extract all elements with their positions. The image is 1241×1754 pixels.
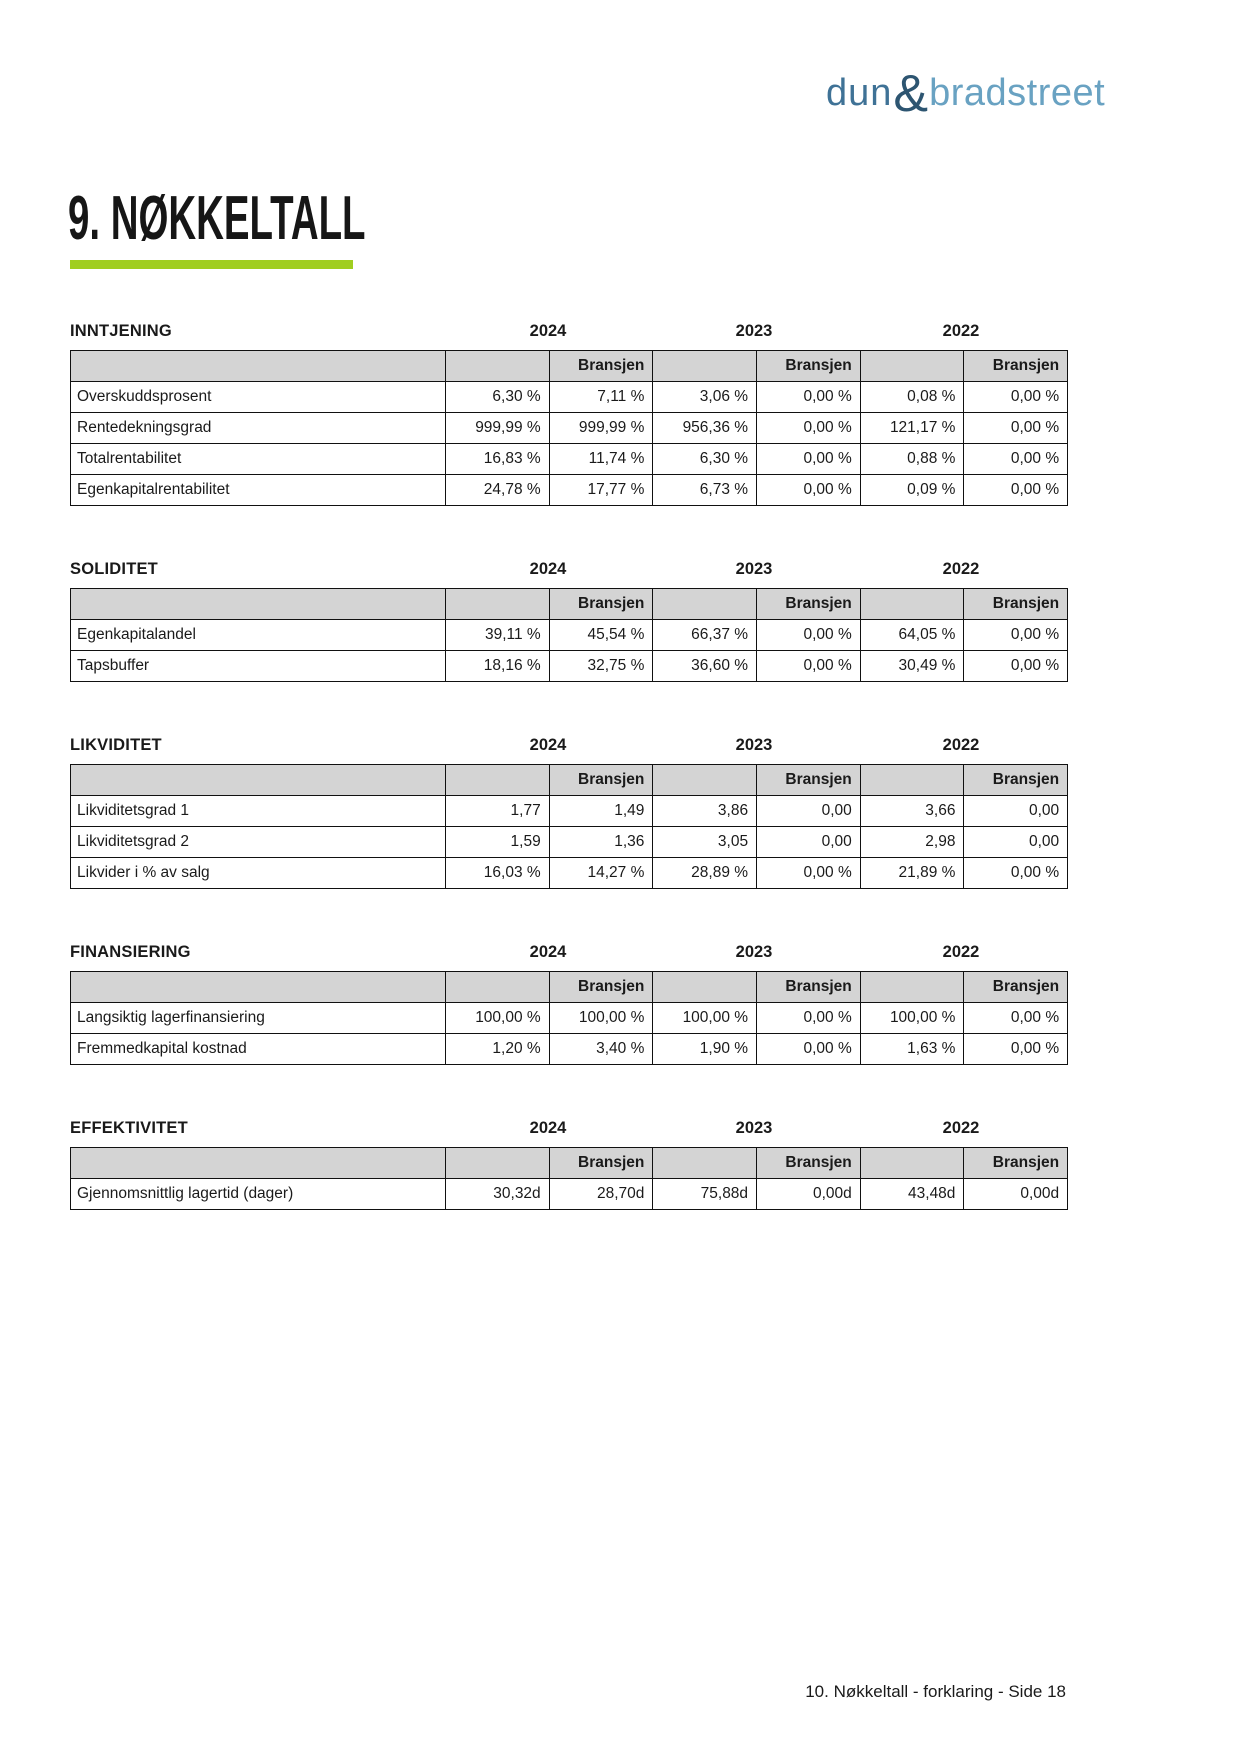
- row-value: 2,98: [860, 827, 964, 858]
- row-value: 0,00 %: [757, 382, 861, 413]
- row-value: 0,00d: [964, 1179, 1068, 1210]
- row-label: Likvider i % av salg: [71, 858, 446, 889]
- key-figures-table-finansiering: [70, 971, 1068, 1065]
- year-label-2024: 2024: [529, 736, 567, 754]
- logo-text-bradstreet: bradstreet: [929, 72, 1106, 114]
- row-value: 39,11 %: [446, 620, 550, 651]
- row-value: 16,83 %: [446, 444, 550, 475]
- row-value: 17,77 %: [549, 475, 653, 506]
- row-value: 24,78 %: [446, 475, 550, 506]
- row-label: Likviditetsgrad 2: [71, 827, 446, 858]
- row-value: 64,05 %: [860, 620, 964, 651]
- row-value: 3,86: [653, 796, 757, 827]
- industry-header-empty-cell: [653, 589, 757, 620]
- row-label: Overskuddsprosent: [71, 382, 446, 413]
- industry-header-label-2023: Bransjen: [757, 351, 861, 382]
- section-title: EFFEKTIVITET: [70, 1119, 188, 1137]
- row-value: 0,00 %: [757, 620, 861, 651]
- table-row: [71, 413, 1068, 444]
- year-label-2024: 2024: [529, 943, 567, 961]
- industry-header-empty-cell: [860, 351, 964, 382]
- row-value: 100,00 %: [653, 1003, 757, 1034]
- industry-header-empty-cell: [71, 1148, 446, 1179]
- industry-header-empty-cell: [653, 972, 757, 1003]
- row-value: 0,00 %: [964, 475, 1068, 506]
- row-value: 30,32d: [446, 1179, 550, 1210]
- year-label-2023: 2023: [735, 322, 773, 340]
- table-row: [71, 827, 1068, 858]
- row-value: 21,89 %: [860, 858, 964, 889]
- industry-header-label-2024: Bransjen: [549, 972, 653, 1003]
- table-row: [71, 796, 1068, 827]
- row-label: Totalrentabilitet: [71, 444, 446, 475]
- key-figures-table-soliditet: [70, 588, 1068, 682]
- row-value: 0,00: [964, 827, 1068, 858]
- row-value: 999,99 %: [549, 413, 653, 444]
- row-value: 0,09 %: [860, 475, 964, 506]
- industry-header-empty-cell: [446, 765, 550, 796]
- industry-header-empty-cell: [653, 1148, 757, 1179]
- row-label: Langsiktig lagerfinansiering: [71, 1003, 446, 1034]
- row-value: 100,00 %: [549, 1003, 653, 1034]
- row-value: 28,70d: [549, 1179, 653, 1210]
- row-value: 0,00 %: [964, 651, 1068, 682]
- row-label: Egenkapitalrentabilitet: [71, 475, 446, 506]
- row-value: 0,00 %: [964, 1003, 1068, 1034]
- row-value: 1,49: [549, 796, 653, 827]
- row-value: 6,30 %: [446, 382, 550, 413]
- row-label: Rentedekningsgrad: [71, 413, 446, 444]
- industry-header-empty-cell: [446, 1148, 550, 1179]
- table-row: [71, 858, 1068, 889]
- row-value: 6,30 %: [653, 444, 757, 475]
- row-value: 999,99 %: [446, 413, 550, 444]
- industry-header-empty-cell: [71, 589, 446, 620]
- section-finansiering: [70, 943, 1067, 1065]
- row-value: 3,05: [653, 827, 757, 858]
- row-value: 0,00 %: [757, 1034, 861, 1065]
- row-value: 1,20 %: [446, 1034, 550, 1065]
- industry-header-row: [71, 765, 1068, 796]
- row-value: 16,03 %: [446, 858, 550, 889]
- row-value: 6,73 %: [653, 475, 757, 506]
- row-label: Gjennomsnittlig lagertid (dager): [71, 1179, 446, 1210]
- section-header-soliditet: [70, 560, 1067, 588]
- year-label-2022: 2022: [942, 736, 980, 754]
- row-value: 0,00 %: [964, 858, 1068, 889]
- industry-header-label-2023: Bransjen: [757, 765, 861, 796]
- dun-and-bradstreet-logo: dun & bradstreet: [826, 65, 1106, 123]
- row-value: 0,00 %: [964, 620, 1068, 651]
- row-label: Tapsbuffer: [71, 651, 446, 682]
- row-value: 66,37 %: [653, 620, 757, 651]
- year-label-2022: 2022: [942, 560, 980, 578]
- page-footer: 10. Nøkkeltall - forklaring - Side 18: [805, 1682, 1066, 1701]
- row-value: 32,75 %: [549, 651, 653, 682]
- year-label-2023: 2023: [735, 736, 773, 754]
- row-label: Likviditetsgrad 1: [71, 796, 446, 827]
- section-title: SOLIDITET: [70, 560, 158, 578]
- row-value: 28,89 %: [653, 858, 757, 889]
- sections: [70, 322, 1067, 1264]
- industry-header-row: [71, 972, 1068, 1003]
- row-value: 1,63 %: [860, 1034, 964, 1065]
- table-row: [71, 651, 1068, 682]
- year-label-2022: 2022: [942, 943, 980, 961]
- row-value: 0,00 %: [964, 382, 1068, 413]
- industry-header-label-2023: Bransjen: [757, 1148, 861, 1179]
- row-value: 7,11 %: [549, 382, 653, 413]
- section-effektivitet: [70, 1119, 1067, 1210]
- section-header-likviditet: [70, 736, 1067, 764]
- industry-header-empty-cell: [860, 1148, 964, 1179]
- page-title: 9. NØKKELTALL: [68, 184, 366, 253]
- key-figures-table-likviditet: [70, 764, 1068, 889]
- industry-header-label-2022: Bransjen: [964, 972, 1068, 1003]
- industry-header-empty-cell: [860, 589, 964, 620]
- year-label-2022: 2022: [942, 1119, 980, 1137]
- key-figures-table-inntjening: [70, 350, 1068, 506]
- industry-header-label-2024: Bransjen: [549, 1148, 653, 1179]
- industry-header-empty-cell: [71, 351, 446, 382]
- row-value: 100,00 %: [446, 1003, 550, 1034]
- industry-header-empty-cell: [446, 589, 550, 620]
- row-value: 1,36: [549, 827, 653, 858]
- industry-header-empty-cell: [653, 765, 757, 796]
- year-label-2022: 2022: [942, 322, 980, 340]
- table-row: [71, 1034, 1068, 1065]
- row-value: 0,00 %: [757, 858, 861, 889]
- row-value: 956,36 %: [653, 413, 757, 444]
- section-title: FINANSIERING: [70, 943, 191, 961]
- row-value: 14,27 %: [549, 858, 653, 889]
- row-value: 1,77: [446, 796, 550, 827]
- industry-header-empty-cell: [446, 972, 550, 1003]
- key-figures-table-effektivitet: [70, 1147, 1068, 1210]
- industry-header-label-2022: Bransjen: [964, 351, 1068, 382]
- row-value: 18,16 %: [446, 651, 550, 682]
- row-value: 11,74 %: [549, 444, 653, 475]
- year-label-2023: 2023: [735, 943, 773, 961]
- industry-header-label-2022: Bransjen: [964, 765, 1068, 796]
- row-value: 0,00: [757, 796, 861, 827]
- industry-header-label-2022: Bransjen: [964, 1148, 1068, 1179]
- year-label-2024: 2024: [529, 1119, 567, 1137]
- row-value: 30,49 %: [860, 651, 964, 682]
- year-label-2024: 2024: [529, 322, 567, 340]
- row-value: 0,00: [964, 796, 1068, 827]
- industry-header-empty-cell: [653, 351, 757, 382]
- row-value: 0,88 %: [860, 444, 964, 475]
- row-value: 0,00 %: [757, 651, 861, 682]
- industry-header-label-2022: Bransjen: [964, 589, 1068, 620]
- year-label-2024: 2024: [529, 560, 567, 578]
- industry-header-label-2023: Bransjen: [757, 589, 861, 620]
- industry-header-label-2024: Bransjen: [549, 589, 653, 620]
- row-value: 121,17 %: [860, 413, 964, 444]
- industry-header-row: [71, 1148, 1068, 1179]
- row-value: 0,00 %: [757, 444, 861, 475]
- section-title: INNTJENING: [70, 322, 172, 340]
- title-accent-bar: [70, 260, 353, 269]
- industry-header-label-2024: Bransjen: [549, 351, 653, 382]
- table-row: [71, 1179, 1068, 1210]
- table-row: [71, 1003, 1068, 1034]
- row-label: Egenkapitalandel: [71, 620, 446, 651]
- industry-header-empty-cell: [71, 765, 446, 796]
- row-value: 0,00 %: [757, 413, 861, 444]
- row-label: Fremmedkapital kostnad: [71, 1034, 446, 1065]
- row-value: 0,00 %: [757, 1003, 861, 1034]
- industry-header-empty-cell: [71, 972, 446, 1003]
- section-header-finansiering: [70, 943, 1067, 971]
- logo-text-dun: dun: [826, 72, 893, 114]
- section-likviditet: [70, 736, 1067, 889]
- industry-header-row: [71, 351, 1068, 382]
- industry-header-row: [71, 589, 1068, 620]
- year-label-2023: 2023: [735, 1119, 773, 1137]
- table-row: [71, 620, 1068, 651]
- row-value: 45,54 %: [549, 620, 653, 651]
- industry-header-empty-cell: [860, 972, 964, 1003]
- row-value: 75,88d: [653, 1179, 757, 1210]
- section-header-effektivitet: [70, 1119, 1067, 1147]
- row-value: 100,00 %: [860, 1003, 964, 1034]
- row-value: 1,90 %: [653, 1034, 757, 1065]
- section-title: LIKVIDITET: [70, 736, 162, 754]
- industry-header-empty-cell: [446, 351, 550, 382]
- row-value: 36,60 %: [653, 651, 757, 682]
- section-inntjening: [70, 322, 1067, 506]
- section-header-inntjening: [70, 322, 1067, 350]
- row-value: 0,00 %: [964, 1034, 1068, 1065]
- row-value: 0,00 %: [757, 475, 861, 506]
- row-value: 0,00 %: [964, 444, 1068, 475]
- row-value: 0,00d: [757, 1179, 861, 1210]
- row-value: 0,00: [757, 827, 861, 858]
- table-row: [71, 382, 1068, 413]
- section-soliditet: [70, 560, 1067, 682]
- row-value: 1,59: [446, 827, 550, 858]
- year-label-2023: 2023: [735, 560, 773, 578]
- table-row: [71, 475, 1068, 506]
- row-value: 3,06 %: [653, 382, 757, 413]
- industry-header-label-2023: Bransjen: [757, 972, 861, 1003]
- row-value: 0,00 %: [964, 413, 1068, 444]
- row-value: 0,08 %: [860, 382, 964, 413]
- row-value: 43,48d: [860, 1179, 964, 1210]
- table-row: [71, 444, 1068, 475]
- industry-header-empty-cell: [860, 765, 964, 796]
- row-value: 3,40 %: [549, 1034, 653, 1065]
- industry-header-label-2024: Bransjen: [549, 765, 653, 796]
- row-value: 3,66: [860, 796, 964, 827]
